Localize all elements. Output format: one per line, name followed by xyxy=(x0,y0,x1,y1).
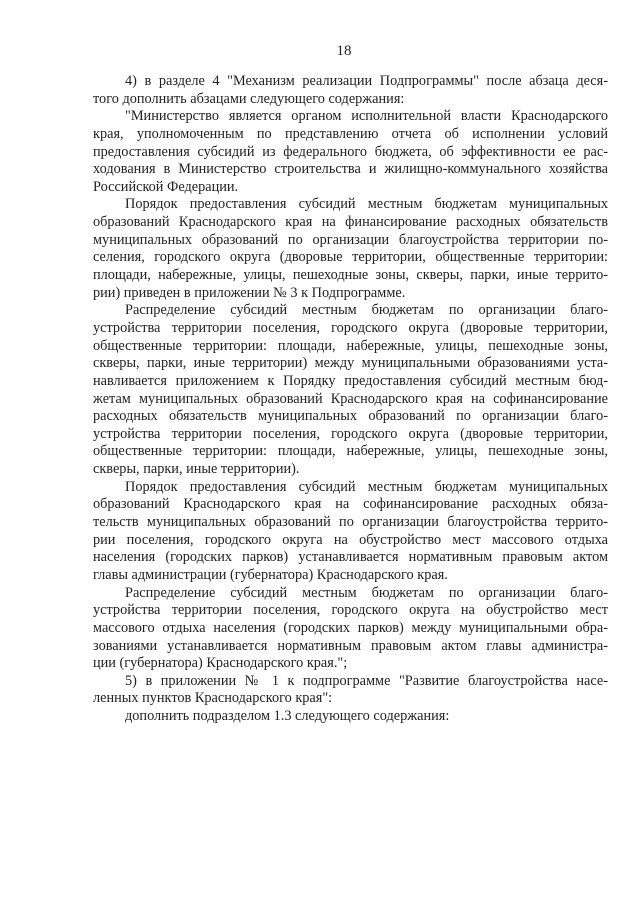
text-line: жетам муниципальных образований Краснодарского края на софинансирование xyxy=(93,390,608,407)
text-line: зованиями устанавливается нормативным правовым актом главы администра- xyxy=(93,637,608,654)
text-line: 4) в разделе 4 "Механизм реализации Подпрограммы" после абзаца деся- xyxy=(125,73,608,89)
text-line: устройства территории поселения, городского округа на обустройство мест xyxy=(93,602,608,619)
paragraph-add-subsection xyxy=(93,708,608,726)
text-line: Распределение субсидий местным бюджетам по организации благо- xyxy=(125,584,608,601)
text-line: населения (городских парков) устанавливается нормативным правовым актом xyxy=(93,549,608,566)
text-line: дополнить подразделом 1.3 следующего содержания: xyxy=(125,708,450,725)
text-line: Российской Федерации. xyxy=(93,178,239,195)
text-line: скверы, парки, иные территории) между муниципальными образованиями уста- xyxy=(93,355,608,372)
text-line: Порядок предоставления субсидий местным бюджетам муниципальных xyxy=(125,478,608,495)
text-line: того дополнить абзацами следующего содержания: xyxy=(93,90,405,107)
text-line: муниципальных образований по организации благоустройства территории по- xyxy=(93,231,608,248)
text-line: образований Краснодарского края на финансирование расходных обязательств xyxy=(93,214,608,231)
text-line: главы администрации (губернатора) Краснодарского края. xyxy=(93,566,448,583)
text-line: "Министерство является органом исполнительной власти Краснодарского xyxy=(125,108,608,125)
text-line: общественные территории: площади, набережные, улицы, пешеходные зоны, xyxy=(93,337,608,354)
text-line: площади, набережные, улицы, пешеходные зоны, скверы, парки, иные террито- xyxy=(93,267,608,284)
text-line: навливается приложением к Порядку предоставления субсидий местным бюд- xyxy=(93,372,608,389)
paragraph-ministry xyxy=(93,108,608,196)
text-line: Порядок предоставления субсидий местным бюджетам муниципальных xyxy=(125,196,608,213)
text-line: селения, городского округа (дворовые территории, общественные территории: xyxy=(93,249,608,266)
paragraph-section-4-amendment xyxy=(93,73,608,108)
text-line: образований Краснодарского края на софинансирование расходных обяза- xyxy=(93,496,608,513)
paragraph-subsidy-procedure xyxy=(93,196,608,302)
text-line: устройства территории поселения, городского округа (дворовые территории, xyxy=(93,425,608,442)
paragraph-appendix-1-amendment xyxy=(93,673,608,708)
text-line: рии поселения, городского округа на обустройство мест массового отдыха xyxy=(93,531,608,548)
text-line: расходных обязательств муниципальных образований по организации благо- xyxy=(93,408,608,425)
text-line: рии) приведен в приложении № 3 к Подпрограмме. xyxy=(93,284,406,301)
text-line: тельств муниципальных образований по организации благоустройства террито- xyxy=(93,514,608,531)
text-line: ходования в Министерство строительства и жилищно-коммунального хозяйства xyxy=(93,161,608,178)
text-line: ленных пунктов Краснодарского края": xyxy=(93,690,333,707)
text-line: предоставления субсидий из федерального бюджета, об эффективности ее рас- xyxy=(93,143,608,160)
text-line: Распределение субсидий местным бюджетам по организации благо- xyxy=(125,302,608,319)
text-line: края, уполномоченным по представлению отчета об исполнении условий xyxy=(93,125,608,142)
paragraph-parks-procedure xyxy=(93,479,608,585)
text-line: скверы, парки, иные территории). xyxy=(93,461,300,478)
document-body xyxy=(93,73,608,726)
text-line: ции (губернатора) Краснодарского края."; xyxy=(93,655,348,672)
page-number: 18 xyxy=(336,43,352,59)
paragraph-parks-distribution xyxy=(93,585,608,673)
text-line: устройства территории поселения, городского округа (дворовые территории, xyxy=(93,319,608,336)
text-line: массового отдыха населения (городских парков) между муниципальными обра- xyxy=(93,619,608,636)
text-line: 5) в приложении № 1 к подпрограмме "Развитие благоустройства насе- xyxy=(125,672,608,689)
paragraph-subsidy-distribution xyxy=(93,302,608,478)
text-line: общественные территории: площади, набережные, улицы, пешеходные зоны, xyxy=(93,443,608,460)
